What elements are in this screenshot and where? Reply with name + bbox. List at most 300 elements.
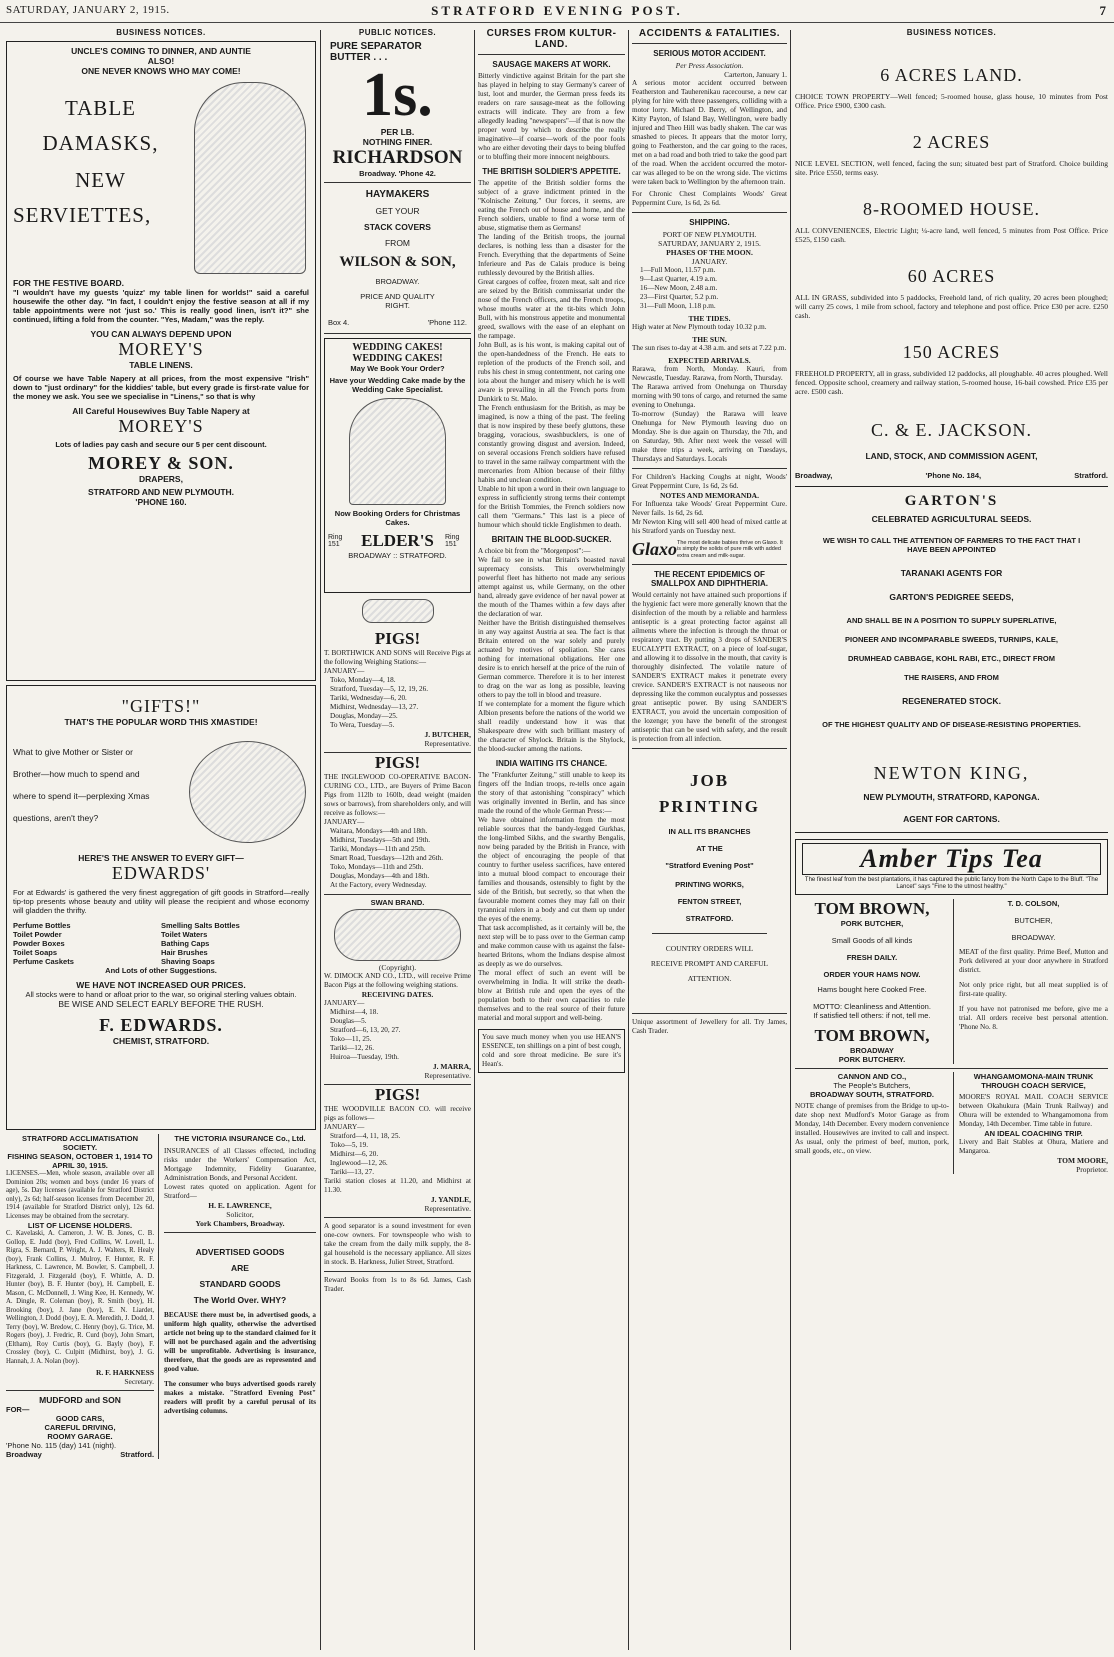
jewellery-notice: Unique assortment of Jewellery for all. Try James, Cash Trader. <box>632 1018 787 1035</box>
victoria-title: THE VICTORIA INSURANCE Co., Ltd. <box>174 1134 306 1143</box>
article-paragraph: Neither have the British distinguished themselves in any way against Austria at sea. The fact is that Britain entered on the war solely and purely actuated by motives of spoliation. She cares nothing for international obligations. Her one desire is to enrich herself at the price of the ruin of German commerce. Therefore it is to her interest to drag on the war as long as possible, leaving others to pay the toll in blood and treasure. <box>478 619 625 699</box>
tom-brown-name-2: TOM BROWN, <box>814 1026 930 1045</box>
garton-celebrated: CELEBRATED AGRICULTURAL SEEDS. <box>871 514 1032 524</box>
pigs-row: Huiroa—Tuesday, 19th. <box>330 1053 399 1061</box>
land-listing-heading: 2 ACRES <box>912 132 991 152</box>
cannon-people: The People's Butchers, <box>833 1081 911 1090</box>
swan-copyright: (Copyright). <box>378 963 417 972</box>
cannon-name: CANNON AND CO., <box>837 1072 907 1081</box>
morey-festive-board: FOR THE FESTIVE BOARD. <box>13 278 124 288</box>
amber-tips-tea-ad <box>795 839 1108 895</box>
morey-advertisement <box>6 41 316 681</box>
reward-books-notice: Reward Books from 1s to 8s 6d. James, Cash Trader. <box>324 1276 471 1293</box>
pigs-row: Midhirst—4, 18. <box>330 1008 379 1016</box>
moon-phase-row: 16—New Moon, 2.48 a.m. <box>640 284 718 292</box>
moon-phase-row: 31—Full Moon, 1.18 p.m. <box>640 302 716 310</box>
pigs-row: Midhirst, Tuesdays—5th and 19th. <box>330 836 431 844</box>
tom-brown-butcher: PORK BUTCHER, <box>840 919 904 928</box>
morey-new-heading: NEW <box>75 168 126 192</box>
woods-cure-notice: For Chronic Chest Complaints Woods' Great Peppermint Cure, 1s 6d, 2s 6d. <box>632 190 787 207</box>
victoria-address: York Chambers, Broadway. <box>195 1219 285 1228</box>
wilson-from: FROM <box>384 238 411 248</box>
swan-month: JANUARY— <box>324 999 365 1007</box>
morey-name-repeat: MOREY'S <box>118 416 204 436</box>
page-number: 7 <box>1099 3 1106 18</box>
victoria-body: INSURANCES of all Classes effected, including risks under the Workers' Compensation Act, Mortgage Indemnity, Fidelity Guarantee, Administration Bonds, and Personal Accident. <box>164 1147 316 1182</box>
wilson-right: RIGHT. <box>385 301 410 310</box>
elder-have: Have your Wedding Cake made by the Wedding Cake Specialist. <box>329 376 466 394</box>
jackson-land-ad <box>795 65 1108 487</box>
jackson-name: C. & E. JACKSON. <box>870 420 1033 440</box>
newspaper-title: STRATFORD EVENING POST. <box>431 3 683 18</box>
butter-pure: PURE SEPARATOR <box>330 41 422 52</box>
article-paragraph: If we contemplate for a moment the figure which Albion presents before the nations of the world we shall readily understand how it was that Shakespeare drew with such brilliant mastery of the character of Shylock. Britain is the Shylock, the blood-sucker among the nations. <box>478 700 625 753</box>
mudford-phone: 'Phone No. 115 (day) 141 (night). <box>6 1441 117 1450</box>
pigs-row: Douglas—5. <box>330 1017 367 1025</box>
wilson-phone: 'Phone 112. <box>427 318 467 327</box>
elder-now-booking: Now Booking Orders for Christmas Cakes. <box>334 509 461 527</box>
morey-line2: ALSO! <box>147 56 175 66</box>
edwards-item: Powder Boxes <box>13 939 65 948</box>
swan-brand: SWAN BRAND. <box>370 898 425 907</box>
job-printing-ad <box>632 771 787 983</box>
amber-tips-subtitle: The finest leaf from the best plantations, it has captured the public fancy from the North Cape to the Bluff. "The Lancet" says "Fine to the utmost healthy." <box>804 877 1099 890</box>
pigs-row: Toko, Mondays—11th and 25th. <box>330 863 424 871</box>
victoria-insurance-notice <box>159 1134 316 1459</box>
secretary-name: R. F. HARKNESS <box>95 1368 155 1377</box>
article-subheading: SAUSAGE MAKERS AT WORK. <box>492 60 611 69</box>
moon-month: JANUARY. <box>691 257 728 266</box>
morey-depend: YOU CAN ALWAYS DEPEND UPON <box>90 329 232 339</box>
butter-per-lb: PER LB. <box>380 127 415 137</box>
butter-price: 1s. <box>362 61 433 129</box>
land-listing-body: FREEHOLD PROPERTY, all in grass, subdivided 12 paddocks, all ploughable. 40 acres ploughed. Well fenced. Opposite school, creamery and railway station, 5-roomed house, 16-bail cowshed. Price £35 per acre. £500 cash. <box>795 369 1108 396</box>
pigs-signature: J. BUTCHER, <box>424 730 471 739</box>
tom-brown-order: ORDER YOUR HAMS NOW. <box>823 970 921 979</box>
ornament-illustration <box>362 599 434 623</box>
edwards-paragraph: For at Edwards' is gathered the very finest aggregation of gift goods in Stratford—really tip-top presents whose beauty and utility will please the recipient and whose economy will gladden the thrifty. <box>13 888 309 915</box>
acclimatisation-notice <box>6 1134 159 1459</box>
edwards-lots: And Lots of other Suggestions. <box>105 966 217 975</box>
land-listing-heading: 150 ACRES <box>902 342 1001 362</box>
elder-ring-2: Ring 151 <box>445 534 460 548</box>
morey-line1: UNCLE'S COMING TO DINNER, AND AUNTIE <box>71 46 251 56</box>
job-heading: JOB <box>689 771 730 790</box>
garton-regenerated: REGENERATED STOCK. <box>902 696 1001 706</box>
tides-heading: THE TIDES. <box>688 314 731 323</box>
morey-firm-name: MOREY & SON. <box>88 453 234 473</box>
elder-address: BROADWAY :: STRATFORD. <box>348 551 447 560</box>
glaxo-ad <box>632 539 787 560</box>
elder-wedding-1: WEDDING CAKES! <box>352 342 443 353</box>
pig-illustration <box>334 909 461 961</box>
article-paragraph: We fail to see in what Britain's boasted naval supremacy consists. This overwhelmingly powerful fleet has hitherto not made any serious attempt against us, while Germany, on the other hand, already gave evidence of her naval power at the mouth of the Thames within a few days after the declaration of war. <box>478 556 625 618</box>
printing-heading: PRINTING <box>658 797 760 816</box>
advertised-goods-3: STANDARD GOODS <box>199 1279 281 1289</box>
pigs-note: Tariki station closes at 11.20, and Midhirst at 11.30. <box>324 1177 471 1194</box>
pigs-title: PIGS! <box>374 753 421 772</box>
stratford: STRATFORD. <box>685 914 734 923</box>
richardson-address: Broadway. 'Phone 42. <box>359 169 436 178</box>
accidents-headline: ACCIDENTS & FATALITIES. <box>638 28 781 39</box>
license-holders-heading: LIST OF LICENSE HOLDERS. <box>27 1221 133 1230</box>
edwards-prices: WE HAVE NOT INCREASED OUR PRICES. <box>76 980 246 990</box>
pigs-row: Waitara, Mondays—4th and 18th. <box>330 827 428 835</box>
moon-phase-row: 1—Full Moon, 11.57 p.m. <box>640 266 716 274</box>
morey-discount: Lots of ladies pay cash and secure our 5 per cent discount. <box>55 440 267 449</box>
pigs-row: Douglas, Mondays—4th and 18th. <box>330 872 430 880</box>
land-listing-body: ALL CONVENIENCES, Electric Light; ¼-acre land, well fenced, 5 minutes from Post Office. Price £525, £150 cash. <box>795 226 1108 244</box>
article-paragraph: Bitterly vindictive against Britain for the part she has played in helping to stay Germany's career of lust, loot and murder, the German press feeds its readers on rare sausage-meat as the following extracts will indicate. They are from a few allegedly leading "newspapers"—if that is now the proper word by which to describe the really imaginative—if coarse—work of the poor fools who are either devoting their days to being bluffed or to bluffing their more innocent neighbours. <box>478 72 625 161</box>
garton-shall: AND SHALL BE IN A POSITION TO SUPPLY SUPERLATIVE, <box>846 616 1057 625</box>
colson-body: MEAT of the first quality. Prime Beef, Mutton and Pork delivered at your door anywhere in Stratford district. <box>958 948 1108 974</box>
butter-label: BUTTER . . . <box>330 52 388 63</box>
sun-heading: THE SUN. <box>692 335 727 344</box>
edwards-answer: HERE'S THE ANSWER TO EVERY GIFT— <box>78 853 244 863</box>
pigs-row: Tariki—12, 26. <box>330 1044 375 1052</box>
column-business-notices-left <box>6 26 316 1654</box>
land-listing-body: ALL IN GRASS, subdivided into 5 paddocks, Freehold land, of rich quality, 20 acres been ploughed; will carry 25 cows, 1 mile from school, factory and telephone and post office. Price £30 per acre. £250 cash. <box>795 293 1108 320</box>
pigs-row: Smart Road, Tuesdays—12th and 26th. <box>330 854 444 862</box>
morey-table-linens: TABLE LINENS. <box>129 360 193 370</box>
mudford-title: MUDFORD and SON <box>39 1395 121 1405</box>
arrivals-heading: EXPECTED ARRIVALS. <box>668 356 751 365</box>
mudford-line: ROOMY GARAGE. <box>47 1432 113 1441</box>
separator-notice: A good separator is a sound investment for even one-cow owners. For townspeople who wish to take the cream from the daily milk supply, the 8-gal household is the necessary appliance. All sizes in stock. B. Harkness, Juliet Street, Stratford. <box>324 1222 471 1266</box>
pigs-row: Toko—5, 19. <box>330 1141 369 1149</box>
pigs-row: Tariki, Wednesday—6, 20. <box>330 694 407 702</box>
edwards-chemist: CHEMIST, STRATFORD. <box>112 1036 210 1046</box>
all-branches: IN ALL ITS BRANCHES <box>668 827 751 836</box>
elder-wedding-cakes-ad <box>324 338 471 593</box>
pigs-title: PIGS! <box>374 629 421 648</box>
shipping-date: SATURDAY, JANUARY 2, 1915. <box>658 239 761 248</box>
printing-works: PRINTING WORKS, <box>675 880 744 889</box>
edwards-item: Smelling Salts Bottles <box>161 921 240 930</box>
column-kultur-land-article <box>478 26 625 1654</box>
edwards-list-right <box>161 921 309 966</box>
section-heading: BUSINESS NOTICES. <box>906 28 997 37</box>
advertised-goods-body2: The consumer who buys advertised goods rarely makes a mistake. "Stratford Evening Post" readers will profit by a careful perusal of its advertising columns. <box>164 1380 316 1415</box>
garton-raisers: THE RAISERS, AND FROM <box>904 673 999 682</box>
pigs-month: JANUARY— <box>324 818 365 826</box>
elder-name: ELDER'S <box>361 531 434 550</box>
edwards-question-4: questions, aren't they? <box>13 813 99 823</box>
article-headline: CURSES FROM KULTUR-LAND. <box>486 28 617 50</box>
column-public-notices <box>324 26 471 1654</box>
moon-phase-row: 23—First Quarter, 5.2 p.m. <box>640 293 719 301</box>
article-subheading: INDIA WAITING ITS CHANCE. <box>495 759 608 768</box>
moore-coach-ad <box>954 1072 1108 1174</box>
acclimatisation-title: STRATFORD ACCLIMATISATION SOCIETY. <box>22 1134 138 1152</box>
edwards-item: Shaving Soaps <box>161 957 215 966</box>
pigs-body: T. BORTHWICK AND SONS will Receive Pigs at the following Weighing Stations:— <box>324 649 471 666</box>
licenses-text: LICENSES.—Men, whole season, available over all Dominion 20s; women and boys (under 16 years of age), 5s. Day licenses (available for Stratford District only), 2s 6d; half-season licenses from December 20, 1914 (available for Stratford District only), 12s 6d. Licenses may be obtained from the secretary. <box>6 1170 155 1220</box>
land-listing-heading: 60 ACRES <box>907 266 996 286</box>
article-paragraph: The moral effect of such an event will be overwhelming in India. It will strike the death-blow at British rule and open the eyes of the population both to their own capacities to rule themselves and to the real source of their future material and moral support and well-being. <box>478 969 625 1022</box>
tides-text: High water at New Plymouth today 10.32 p.m. <box>632 323 767 331</box>
morey-serviettes-heading: SERVIETTES, <box>13 203 152 227</box>
edwards-question-1: What to give Mother or Sister or <box>13 747 133 757</box>
heans-essence-ad: You save much money when you use HEAN'S ESSENCE, ten shillings on a pint of best cough, cold and sore throat medicine. Be sure it's Hean's. <box>478 1029 625 1073</box>
garton-pioneer: PIONEER AND INCOMPARABLE SWEEDS, TURNIPS, KALE, <box>845 635 1058 644</box>
pigs-signature: J. YANDLE, <box>430 1195 471 1204</box>
wilson-box: Box 4. <box>328 318 350 327</box>
epidemics-paragraph: Would certainly not have attained such proportions if the hygienic fact were more generally known that the disinfection of the mouth by a reliable and harmless antiseptic is a great protecting factor against all ailments where the infection is through the throat or respiratory tract. By putting 3 drops of SANDER'S EUCALYPTI EXTRACT, on a piece of loaf-sugar, and allowing it to dissolve in the mouth, that cavity is thoroughly disinfected. The volatile nature of SANDER'S EXTRACT makes it penetrate every crevice. SANDER'S EXTRACT is not nauseous nor depressing like the common eucalyptus and possesses great antiseptic power. By using SANDER'S EXTRACT, you avoid the uncertain composition of the lozenge; you have the benefit of the strongest antiseptic that can be used with safety, and the result is protection from all infection. <box>632 591 787 743</box>
pigs-row: Inglewood—12, 26. <box>330 1159 388 1167</box>
pigs-row: Midhirst, Wednesday—13, 27. <box>330 703 419 711</box>
pigs-representative: Representative. <box>424 1204 471 1213</box>
port-heading: PORT OF NEW PLYMOUTH. <box>662 230 757 239</box>
jackson-phone: 'Phone No. 184, <box>925 471 982 480</box>
arrivals-text: Rarawa, from North, Monday. Kauri, from Newcastle, Tuesday. Rarawa, from North, Thursday. <box>632 365 787 382</box>
rarawa-tomorrow: To-morrow (Sunday) the Rarawa will leave Onehunga for New Plymouth leaving duo on Monday. She is due again on Thursday, the 7th, and on Saturday, 9th. After next week the vessel will make three trips a week, arriving on Tuesdays, Thursdays and Saturdays. Locals <box>632 410 787 463</box>
swan-representative: Representative. <box>424 1071 471 1080</box>
tom-brown-broadway: BROADWAY <box>850 1046 894 1055</box>
land-listing-heading: 6 ACRES LAND. <box>880 65 1023 85</box>
edwards-name: EDWARDS' <box>111 863 211 883</box>
glaxo-text: The most delicate babies thrive on Glaxo. It is simply the solids of pure milk with added extra cream and milk-sugar. <box>677 539 783 559</box>
victoria-solicitor: Solicitor, <box>226 1210 254 1219</box>
land-listing-body: NICE LEVEL SECTION, well fenced, facing the sun; situated best part of Stratford. Choice building site. Price £550, terms easy. <box>795 159 1108 177</box>
colson-if-you: If you have not patronised me before, give me a trial. All orders receive best personal attention. 'Phone No. 8. <box>958 1005 1108 1031</box>
swan-signature: J. MARRA, <box>432 1062 471 1071</box>
moore-ideal: AN IDEAL COACHING TRIP. <box>984 1129 1083 1138</box>
tom-brown-fresh: FRESH DAILY. <box>846 953 898 962</box>
newton-king-sale: Mr Newton King will sell 400 head of mixed cattle at his Stratford yards on Tuesday next. <box>632 518 787 535</box>
land-listing-body: CHOICE TOWN PROPERTY—Well fenced; 5-roomed house, glass house, 10 minutes from Post Office. Price £900, £300 cash. <box>795 92 1108 110</box>
pigs-row: Midhirst—6, 20. <box>330 1150 379 1158</box>
sun-text: The sun rises to-day at 4.38 a.m. and sets at 7.22 p.m. <box>632 344 787 352</box>
colson-name: T. D. COLSON, <box>1007 899 1060 908</box>
article-paragraph: John Bull, as is his wont, is making capital out of the open-handedness of the French. He eats to repletion of the products of the French soil, and rubs his chest in smug contentment, not caring one iota about the hunger and misery which he is well aware is prevailing in all the French ports from Dunkirk to St. Malo. <box>478 341 625 403</box>
wilson-stack-covers-ad <box>324 183 471 334</box>
amber-tips-logo: Amber Tips Tea <box>802 843 1101 875</box>
mudford-for: FOR— <box>6 1405 30 1414</box>
advertised-goods-1: ADVERTISED GOODS <box>195 1247 285 1257</box>
secretary-title: Secretary. <box>124 1377 155 1386</box>
borthwick-pigs-notice <box>324 629 471 753</box>
butter-nothing-finer: NOTHING FINER. <box>362 137 433 147</box>
cannon-butchers-ad <box>795 1072 954 1174</box>
jackson-town: Stratford. <box>1074 471 1108 480</box>
edwards-wise: BE WISE AND SELECT EARLY BEFORE THE RUSH. <box>58 999 264 1009</box>
richardson-name: RICHARDSON <box>332 147 463 168</box>
colson-broadway: BROADWAY. <box>1011 933 1056 942</box>
license-holders-list: C. Kavelaski, A. Cameron, J. W. B. Jones, C. B. Gollop, E. Judd (boy), Fred Collins, W. Lovell, L. Rigra, S. Bernard, P. Wright, A. J. Walters, R. Healy (boy), Frank Collins, J. Mulroy, F. Hunter, R. F. Harkness, C. Lawrence, M. Bowler, S. Campbell, J. Fitzgerald, J. Fitzgerald (boy), F. Whittle, A. D. Hunter (boy), B. F. Hunter (boy), H. Campbell, E. Mason, C. McDonnell, J. Wing Kee, H. Kennedy, W. A. Dingle, R. Coleman (boy), R. Smith (boy), H. Brooking (boy), J. Jane (boy), E. N. Liardet, Wellington, J. Dodd (boy), E. A. Meredith, J. Dodd, J. Terry (boy), W. Bredow, C. Henry (boy), G. Trice, M. Rogers (boy), J. Fredric, R. Curd (boy), John Smart, (Eltham), Roy Curtis (boy), G. Bayly (boy), F. Crossley (boy), C. Culpitt (Midhirst, boy), J. G. Hannah, J. A. Nolan (boy). <box>6 1230 155 1365</box>
fishing-season: FISHING SEASON, OCTOBER 1, 1914 TO APRIL 30, 1915. <box>7 1152 153 1170</box>
masthead <box>0 0 1114 23</box>
colson-butcher: BUTCHER, <box>1014 916 1053 925</box>
section-heading: BUSINESS NOTICES. <box>116 28 206 37</box>
garton-name: GARTON'S <box>904 493 999 509</box>
edwards-item: Perfume Caskets <box>13 957 74 966</box>
pigs-row: Stratford, Tuesday—5, 12, 19, 26. <box>330 685 429 693</box>
column-rule <box>790 30 791 1650</box>
pigs-title: PIGS! <box>374 1085 421 1104</box>
article-paragraph: Great cargoes of coffee, frozen meat, salt and rice are seized by the British commissariat under the nose of the French officers, and the French troops, whose mouths water at the tit-bits which John Bull, with his monstrous appetite and monumental greed, swallows with the ease of an elephant on the rampage. <box>478 278 625 340</box>
edwards-firm: F. EDWARDS. <box>99 1015 223 1035</box>
fenton-street: FENTON STREET, <box>677 897 742 906</box>
pigs-body: THE INGLEWOOD CO-OPERATIVE BACON-CURING CO., LTD., are Buyers of Prime Bacon Pigs from 112lb to 160lb, dead weight (maiden sows or barrows), from shareholders only, and will receive as follows:— <box>324 773 471 817</box>
pigs-representative: Representative. <box>424 739 471 748</box>
woodville-pigs-notice <box>324 1085 471 1218</box>
article-paragraph: A choice bit from the "Morgenpost":— <box>478 547 591 555</box>
cannon-body: NOTE change of premises from the Bridge to up-to-date shop next Mudford's Motor Garage as from Monday, 14th December. Every modern convenience installed. Housewives are invited to call and inspect. As usual, only the primest of beef, mutton, pork, small goods, etc., on view. <box>795 1102 949 1155</box>
elder-wedding-2: WEDDING CAKES! <box>352 353 443 364</box>
garton-seeds-ad <box>795 487 1108 833</box>
jackson-agent: LAND, STOCK, AND COMMISSION AGENT, <box>865 451 1038 461</box>
morey-phone: 'PHONE 160. <box>135 497 187 507</box>
richardson-butter-ad <box>324 41 471 183</box>
article-paragraph: We have obtained information from the most reliable sources that the bandy-legged Gurkhas, the long-limbed Sikhs, and the swarthy Bengalis, now being paraded by the British in France, with the object of encouraging the people of that country to further useless sacrifices, have entered into a mutual blood compact to encourage their families and thousands, ostensibly to fight by the side of the British, but secretly, so that when the favourable moment comes they may fall on their tyrannical rulers in a body and cut them up under the eyes of the enemy. <box>478 816 625 923</box>
article-paragraph: The landing of the British troops, the journal declares, is nothing less than a disaster for the French. Everything that the departments of Seine Inferieure and Pas de Calais produce is being ruthlessly devoured by the British allies. <box>478 233 625 277</box>
garton-quality: OF THE HIGHEST QUALITY AND OF DISEASE-RESISTING PROPERTIES. <box>822 720 1081 729</box>
column-rule <box>474 30 475 1650</box>
mudford-line: CAREFUL DRIVING, <box>44 1423 116 1432</box>
pigs-row: Tariki, Mondays—11th and 25th. <box>330 845 426 853</box>
moore-livery: Livery and Bait Stables at Ohura, Matiere and Mangaroa. <box>958 1138 1108 1155</box>
moore-route: WHANGAMOMONA-MAIN TRUNK THROUGH COACH SERVICE, <box>973 1072 1094 1090</box>
swan-dates: RECEIVING DATES. <box>361 990 434 999</box>
advertised-goods-2: ARE <box>231 1263 249 1273</box>
edwards-item: Perfume Bottles <box>13 921 71 930</box>
accident-subheading: SERIOUS MOTOR ACCIDENT. <box>653 49 766 58</box>
garton-taranaki: TARANAKI AGENTS FOR <box>900 568 1003 578</box>
edwards-list-left <box>13 921 161 966</box>
moon-phase-row: 9—Last Quarter, 4.19 a.m. <box>640 275 717 283</box>
land-listing-heading: 8-ROOMED HOUSE. <box>863 199 1040 219</box>
article-subheading: THE BRITISH SOLDIER'S APPETITE. <box>482 167 621 176</box>
article-paragraph: The French enthusiasm for the British, as may be imagined, is now a thing of the past. The feeling that is now inspired by these beefy gluttons, these bragging, voracious, swashbucklers, is one of constantly growing disgust and aversion. Indeed, on several occasions French soldiers have refused to travel in the same railway compartment with the mercenaries from Albion because of their filthy habits and unclean condition. <box>478 404 625 484</box>
pigs-row: Stratford—4, 11, 18, 25. <box>330 1132 401 1140</box>
wilson-broadway: BROADWAY. <box>375 277 420 286</box>
edwards-popular-word: THAT'S THE POPULAR WORD THIS XMASTIDE! <box>64 717 258 727</box>
moon-phases-heading: PHASES OF THE MOON. <box>666 248 753 257</box>
printing-works-name: "Stratford Evening Post" <box>665 861 754 870</box>
tom-brown-ad <box>795 899 954 1064</box>
inglewood-pigs-notice <box>324 753 471 895</box>
edwards-item: Toilet Waters <box>161 930 208 939</box>
tom-brown-pork: PORK BUTCHERY. <box>838 1055 906 1064</box>
tom-brown-small-goods: Small Goods of all kinds <box>831 936 913 945</box>
morey-name: MOREY'S <box>118 339 204 359</box>
edwards-item: Hair Brushes <box>161 948 208 957</box>
column-rule <box>628 30 629 1650</box>
wilson-price: PRICE AND QUALITY <box>360 292 435 301</box>
morey-table-heading: TABLE <box>65 96 136 120</box>
wilson-get: GET YOUR <box>375 206 420 216</box>
morey-careful-housewives: All Careful Housewives Buy Table Napery at <box>72 406 250 416</box>
elder-ring: Ring 151 <box>328 534 343 548</box>
morey-address: STRATFORD AND NEW PLYMOUTH. <box>87 487 235 497</box>
edwards-question-3: where to spend it—perplexing Xmas <box>13 791 150 801</box>
wilson-stack: STACK COVERS <box>364 222 431 232</box>
edwards-gifts-heading: "GIFTS!" <box>121 696 201 716</box>
cannon-address: BROADWAY SOUTH, STRATFORD. <box>809 1090 935 1099</box>
garton-wish: WE WISH TO CALL THE ATTENTION OF FARMERS TO THE FACT THAT I HAVE BEEN APPOINTED <box>822 536 1081 554</box>
article-paragraph: The appetite of the British soldier forms the subject of a grave indictment printed in the "Kolnische Zeitung." Our forces, it seems, are eating the French out of house and home, and the French soldiers, unable to find a worse term of abuse, stigmatise them as Germans! <box>478 179 625 232</box>
swan-body: W. DIMOCK AND CO., LTD., will receive Prime Bacon Pigs at the following weighing stations. <box>324 972 471 989</box>
at-the: AT THE <box>696 844 723 853</box>
accident-paragraph: A serious motor accident occurred between Featherston and Tauherenikau racecourse, a new car plying for hire with three passengers, colliding with a motor lorry. Michael D. Berry, of Wellington, and Kitty Payton, of Island Bay, Wellington, were badly injured and Theo Hill was badly shaken. The car was smashed to pieces. It appears that the motor lorry, going to Featherston, and the car going to the races, met on a bad road and both tried to take the good part of the road. When the accident occurred the motor-car was alleged to be on the wrong side. The victims were taken back to Wellington by the afternoon train. <box>632 79 787 186</box>
newton-king-towns: NEW PLYMOUTH, STRATFORD, KAPONGA. <box>863 792 1040 802</box>
wedding-cake-illustration <box>349 398 446 505</box>
pigs-row: Stratford—6, 13, 20, 27. <box>330 1026 401 1034</box>
column-accidents-shipping <box>632 26 787 1654</box>
glaxo-logo: Glaxo <box>632 539 677 559</box>
pigs-month: JANUARY— <box>324 1123 365 1131</box>
issue-date: SATURDAY, JANUARY 2, 1915. <box>6 4 170 16</box>
newton-king-cartons: AGENT FOR CARTONS. <box>903 814 1000 824</box>
edwards-item: Bathing Caps <box>161 939 210 948</box>
morey-damasks-heading: DAMASKS, <box>42 131 159 155</box>
gift-illustration <box>189 741 306 843</box>
moore-signature: TOM MOORE, <box>1057 1156 1108 1165</box>
pigs-row: To Wera, Tuesday—5. <box>330 721 395 729</box>
garton-drumhead: DRUMHEAD CABBAGE, KOHL RABI, ETC., DIRECT FROM <box>848 654 1055 663</box>
moore-body: MOORE'S ROYAL MAIL COACH SERVICE between Okahukura (Main Trunk Railway) and Ohura will be extended to Whangamomona from Monday, 14th December. Time table in future. <box>958 1093 1108 1128</box>
newton-king-name: NEWTON KING, <box>873 763 1030 783</box>
morey-paragraph: Of course we have Table Napery at all prices, from the most expensive "Irish" down to "just ordinary" for the kiddies' table, but every grade is first-rate value for the money we ask. You see we specialise in "Linens," so that is why <box>13 374 309 401</box>
tom-brown-name: TOM BROWN, <box>814 899 930 918</box>
morey-drapers: DRAPERS, <box>139 474 183 484</box>
country-orders: COUNTRY ORDERS WILL <box>665 944 754 953</box>
elder-question: May We Book Your Order? <box>350 364 445 373</box>
garton-pedigree: GARTON'S PEDIGREE SEEDS, <box>889 592 1014 602</box>
edwards-stocks: All stocks were to hand or afloat prior to the war, so original sterling values obtain. <box>25 990 297 999</box>
press-association: Per Press Association. <box>675 61 744 70</box>
victoria-lowest-rates: Lowest rates quoted on application. Agent for Stratford— <box>164 1183 316 1200</box>
pigs-row: Douglas, Monday—25. <box>330 712 398 720</box>
mudford-line: GOOD CARS, <box>55 1414 105 1423</box>
dateline: Carterton, January 1. <box>724 70 787 79</box>
mudford-address: Broadway <box>6 1450 42 1459</box>
wilson-name: WILSON & SON, <box>339 254 456 270</box>
pigs-row: Toko, Monday—4, 18. <box>330 676 396 684</box>
colson-butcher-ad <box>954 899 1108 1064</box>
article-paragraph: That task accomplished, as it certainly will be, the next step will be to pass over to the German camp and make common cause with us against the false-hearted Britons, whom the Indians despise almost as deeply as we do ourselves. <box>478 924 625 968</box>
victoria-agent: H. E. LAWRENCE, <box>208 1201 272 1210</box>
section-heading: PUBLIC NOTICES. <box>358 28 437 37</box>
tom-brown-motto: MOTTO: Cleanliness and Attention. <box>813 1002 931 1011</box>
shipping-heading: SHIPPING. <box>689 218 730 227</box>
woods-cure-notice: For Children's Hacking Coughs at night, Woods' Great Peppermint Cure, 1s 6d, 2s 6d. <box>632 473 787 490</box>
pigs-month: JANUARY— <box>324 667 365 675</box>
advertised-goods-4: The World Over. WHY? <box>193 1295 287 1305</box>
jackson-address: Broadway, <box>795 471 833 480</box>
tom-brown-tell: If satisfied tell others: if not, tell me. <box>813 1011 931 1020</box>
receive-prompt: RECEIVE PROMPT AND CAREFUL <box>650 959 769 968</box>
pigs-body: THE WOODVILLE BACON CO. will receive pigs as follows— <box>324 1105 471 1122</box>
notes-heading: NOTES AND MEMORANDA. <box>660 491 759 500</box>
woman-with-linen-illustration <box>194 82 306 274</box>
pigs-row: At the Factory, every Wednesday. <box>330 881 427 889</box>
rarawa-text: The Rarawa arrived from Onehunga on Thursday morning with 90 tons of cargo, and returned the same evening to Onehunga. <box>632 383 787 409</box>
epidemics-heading: THE RECENT EPIDEMICS OF SMALLPOX AND DIPHTHERIA. <box>650 570 769 588</box>
edwards-item: Toilet Soaps <box>13 948 58 957</box>
column-rule <box>320 30 321 1650</box>
edwards-item: Toilet Powder <box>13 930 62 939</box>
edwards-question-2: Brother—how much to spend and <box>13 769 140 779</box>
column-business-notices-right <box>795 26 1108 1654</box>
article-subheading: BRITAIN THE BLOOD-SUCKER. <box>491 535 612 544</box>
edwards-advertisement <box>6 685 316 1130</box>
moore-proprietor: Proprietor. <box>1076 1165 1108 1174</box>
morey-line3: ONE NEVER KNOWS WHO MAY COME! <box>81 66 241 76</box>
attention: ATTENTION. <box>687 974 732 983</box>
advertised-goods-body: BECAUSE there must be, in advertised goods, a uniform high quality, otherwise the advertised article not being up to the standard claimed for it will not be purchased again and the advertising will be unprofitable. Advertising is insurance, therefore, that the goods are as represented and good value. <box>164 1311 316 1373</box>
